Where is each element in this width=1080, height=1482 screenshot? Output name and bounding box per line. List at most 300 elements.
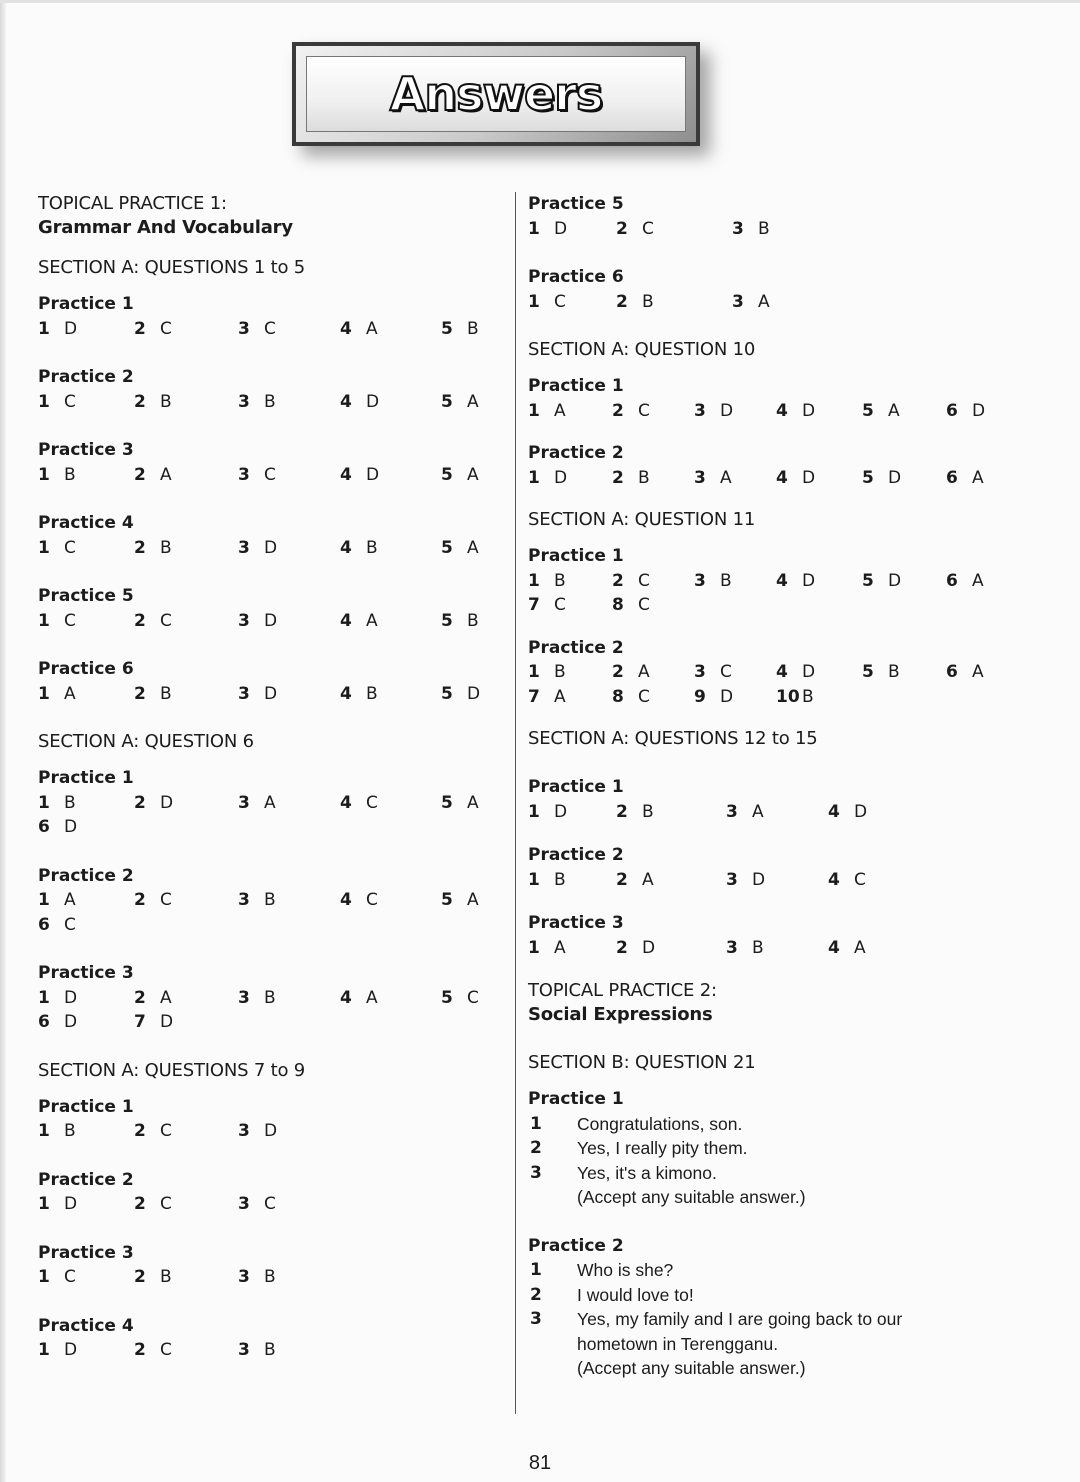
answer-letter: D	[264, 1121, 278, 1141]
answer-item	[946, 660, 984, 685]
answer-number: 2	[616, 801, 628, 822]
section-heading: SECTION A: QUESTIONS 1 to 5	[38, 257, 306, 278]
answer-item	[134, 463, 172, 488]
answer-letter: D	[888, 467, 902, 488]
answer-letter: A	[467, 391, 479, 412]
answer-item	[38, 815, 77, 840]
practice-block	[38, 365, 498, 414]
answer-row	[38, 1192, 498, 1217]
answer-letter: D	[642, 937, 656, 958]
answer-number: 2	[134, 792, 146, 813]
answer-number: 3	[238, 391, 250, 412]
practice-title: Practice 1	[528, 546, 624, 566]
answer-letter: A	[554, 400, 566, 421]
answer-row	[38, 815, 498, 840]
answer-number: 5	[441, 318, 453, 339]
practice-block	[528, 636, 1048, 710]
answer-row	[528, 399, 1048, 424]
answer-number: 4	[340, 792, 352, 813]
answer-item	[528, 660, 566, 685]
answer-letter: C	[160, 890, 172, 910]
answer-number: 1	[528, 218, 540, 239]
answer-number: 9	[694, 686, 706, 707]
answer-row	[528, 466, 1048, 491]
answer-item	[238, 791, 276, 816]
right-top-practices	[528, 192, 1048, 314]
answer-number: 4	[776, 570, 788, 591]
answer-item	[38, 390, 76, 415]
practice-title: Practice 6	[528, 267, 624, 287]
answer-letter: A	[467, 890, 479, 910]
answer-item	[694, 399, 733, 424]
answer-item	[528, 868, 566, 893]
answer-item	[134, 609, 172, 634]
answer-letter: B	[64, 1121, 76, 1141]
practice-title: Practice 1	[38, 294, 134, 314]
answer-row	[38, 791, 498, 816]
answer-number: 4	[340, 391, 352, 412]
section-heading: SECTION B: QUESTION 21	[528, 1052, 756, 1073]
answer-number: 2	[612, 662, 624, 682]
answer-letter: D	[752, 869, 766, 890]
answer-line	[528, 1136, 1048, 1161]
answer-number: 3	[732, 291, 744, 312]
answer-item	[441, 609, 479, 634]
answer-number: 2	[134, 890, 146, 910]
answer-letter: B	[467, 318, 479, 339]
answer-number: 4	[776, 662, 788, 682]
answer-number: 2	[134, 318, 146, 339]
answer-number: 1	[38, 391, 50, 412]
answer-number: 8	[612, 595, 624, 615]
answer-item	[238, 986, 276, 1011]
answer-number: 3	[694, 570, 706, 591]
answer-number: 4	[828, 869, 840, 890]
practice-block	[38, 961, 498, 1035]
answer-number: 3	[726, 869, 738, 890]
answer-letter: C	[64, 610, 76, 631]
answer-letter: D	[64, 1340, 78, 1360]
answer-letter: C	[554, 291, 566, 312]
section-heading: SECTION A: QUESTION 6	[38, 731, 254, 752]
answer-letter: D	[720, 400, 734, 421]
answer-letter: A	[752, 801, 764, 822]
answer-letter: C	[64, 537, 76, 558]
topic2-subtitle: Social Expressions	[528, 1004, 713, 1025]
answer-number: 2	[530, 1284, 542, 1305]
answer-row	[38, 1265, 498, 1290]
answer-number: 3	[238, 683, 250, 704]
topic-heading-2	[528, 979, 1048, 1027]
answer-letter: C	[638, 595, 650, 615]
answer-letter: B	[554, 570, 566, 591]
answer-item	[38, 463, 76, 488]
answer-letter: A	[160, 464, 172, 485]
practice-block	[38, 438, 498, 487]
answer-letter: C	[638, 400, 650, 421]
answer-line	[528, 1258, 1048, 1283]
answer-item	[694, 466, 732, 491]
answer-text: Yes, my family and I are going back to our	[577, 1309, 903, 1329]
page-edge	[0, 0, 6, 1482]
answer-item	[134, 682, 172, 707]
answer-number: 2	[134, 1267, 146, 1287]
answer-row	[38, 1119, 498, 1144]
answer-letter: B	[366, 537, 378, 558]
practice-title: Practice 1	[38, 1096, 134, 1117]
answer-number: 2	[134, 610, 146, 631]
answer-letter: B	[802, 686, 814, 707]
topic-heading-1	[38, 192, 498, 240]
answer-number: 5	[862, 570, 874, 591]
answer-letter: C	[64, 914, 76, 935]
practice-block	[38, 584, 498, 633]
answer-row	[528, 868, 1048, 893]
answer-letter: D	[64, 318, 78, 339]
answer-letter: A	[720, 467, 732, 488]
answer-number: 6	[38, 914, 50, 935]
answer-letter: D	[264, 610, 278, 631]
answer-item	[38, 888, 76, 913]
practice-title: Practice 4	[38, 1315, 134, 1336]
answer-item	[694, 685, 733, 710]
answer-item	[38, 536, 76, 561]
answer-text: Yes, it's a kimono.	[577, 1162, 717, 1183]
practice-block	[528, 192, 1048, 241]
answer-letter: A	[366, 610, 378, 631]
answer-item	[776, 569, 815, 594]
answer-letter: A	[366, 318, 378, 339]
page-edge-top	[0, 0, 1080, 3]
answer-item	[340, 317, 378, 342]
answer-number: 4	[340, 537, 352, 558]
answer-letter: D	[366, 464, 380, 485]
answer-item	[528, 290, 566, 315]
answer-item	[441, 888, 479, 913]
answer-item	[528, 593, 566, 618]
answer-item	[134, 1265, 172, 1290]
answer-number: 2	[134, 987, 146, 1008]
answer-letter: C	[366, 890, 378, 910]
answer-item	[612, 466, 650, 491]
section-heading: SECTION A: QUESTIONS 12 to 15	[528, 728, 818, 749]
answer-number: 3	[530, 1162, 542, 1183]
answer-line	[528, 1283, 1048, 1308]
practice-block	[38, 864, 498, 938]
answer-item	[238, 609, 277, 634]
answer-number: 3	[530, 1309, 542, 1329]
answer-number: 2	[134, 1194, 146, 1214]
answer-lines	[528, 1112, 1048, 1210]
answer-number: 5	[441, 792, 453, 813]
answer-text: Who is she?	[577, 1260, 674, 1280]
answer-letter: D	[160, 1012, 174, 1032]
answer-number: 1	[528, 801, 540, 822]
answer-number: 6	[946, 467, 958, 488]
answer-line	[528, 1185, 1048, 1210]
answer-number: 1	[38, 537, 50, 558]
answer-item	[441, 317, 479, 342]
answer-item	[616, 217, 654, 242]
answer-letter: D	[554, 218, 568, 239]
practice-title: Practice 4	[38, 513, 134, 533]
answer-letter: A	[972, 467, 984, 488]
answer-number: 3	[238, 318, 250, 339]
answer-letter: B	[160, 683, 172, 704]
practice-block	[38, 292, 498, 341]
answer-row	[528, 217, 1048, 242]
answer-item	[38, 986, 77, 1011]
answer-number: 5	[441, 987, 453, 1008]
answer-text: (Accept any suitable answer.)	[577, 1358, 806, 1378]
answer-letter: C	[638, 570, 650, 591]
answer-letter: D	[554, 801, 568, 822]
answer-number: 2	[616, 291, 628, 312]
answer-item	[776, 399, 815, 424]
answer-letter: A	[467, 792, 479, 813]
answer-item	[694, 660, 732, 685]
answer-number: 5	[862, 662, 874, 682]
answer-item	[862, 399, 900, 424]
page-title: Answers	[389, 67, 603, 121]
answer-letter: B	[264, 1340, 276, 1360]
answer-row	[528, 569, 1048, 594]
answer-item	[238, 317, 276, 342]
section-b-practices	[528, 1087, 1048, 1381]
answer-row	[38, 682, 498, 707]
answer-item	[726, 800, 764, 825]
answer-row	[38, 536, 498, 561]
answer-number: 4	[828, 937, 840, 958]
answer-number: 2	[134, 1340, 146, 1360]
answer-letter: B	[888, 662, 900, 682]
answer-item	[528, 399, 566, 424]
answer-letter: D	[64, 1194, 78, 1214]
answer-number: 5	[441, 610, 453, 631]
answer-number: 5	[862, 400, 874, 421]
answer-letter: C	[642, 218, 654, 239]
answer-item	[946, 466, 984, 491]
answer-number: 1	[528, 400, 540, 421]
section-heading: SECTION A: QUESTIONS 7 to 9	[38, 1059, 306, 1081]
answer-number: 5	[441, 464, 453, 485]
answer-letter: A	[366, 987, 378, 1008]
answer-number: 1	[530, 1260, 542, 1280]
answer-letter: C	[160, 1194, 172, 1214]
answer-row	[528, 800, 1048, 825]
answer-item	[862, 660, 900, 685]
answer-item	[528, 685, 566, 710]
right-column	[528, 192, 1048, 1405]
answer-letter: B	[264, 987, 276, 1008]
answer-item	[776, 466, 815, 491]
answer-number: 1	[38, 1267, 50, 1287]
answer-letter: D	[802, 570, 816, 591]
answer-number: 5	[441, 537, 453, 558]
answer-letter: C	[467, 987, 479, 1008]
answer-number: 3	[238, 1194, 250, 1214]
answer-number: 4	[828, 801, 840, 822]
answer-letter: B	[160, 1267, 172, 1287]
answer-number: 4	[340, 464, 352, 485]
answer-number: 3	[726, 801, 738, 822]
answer-text: (Accept any suitable answer.)	[577, 1187, 806, 1207]
answer-letter: D	[264, 537, 278, 558]
answer-item	[528, 936, 566, 961]
answer-number: 1	[530, 1113, 542, 1134]
answer-row	[528, 593, 1048, 618]
practice-title: Practice 2	[528, 845, 624, 865]
answer-item	[616, 868, 654, 893]
answer-number: 1	[528, 869, 540, 890]
answer-letter: D	[802, 662, 816, 682]
answer-text: Yes, I really pity them.	[577, 1138, 748, 1158]
answer-item	[134, 536, 172, 561]
practice-title: Practice 3	[38, 440, 134, 460]
answer-number: 6	[946, 570, 958, 591]
answer-row	[38, 317, 498, 342]
answer-letter: A	[888, 400, 900, 421]
answer-number: 1	[528, 662, 540, 682]
answer-item	[828, 868, 866, 893]
answer-item	[946, 399, 985, 424]
answer-text: Congratulations, son.	[577, 1113, 743, 1134]
practice-title: Practice 3	[38, 1242, 134, 1263]
answer-number: 2	[134, 391, 146, 412]
answer-item	[38, 1010, 77, 1035]
answer-line	[528, 1161, 1048, 1186]
answer-letter: D	[64, 987, 78, 1008]
practice-block	[38, 766, 498, 840]
answer-item	[134, 1119, 172, 1144]
practice-block	[528, 1087, 1048, 1210]
answer-number: 7	[528, 595, 540, 615]
practice-block	[528, 911, 1048, 960]
answer-number: 3	[238, 792, 250, 813]
section-heading: SECTION A: QUESTION 11	[528, 509, 756, 530]
answer-number: 3	[238, 610, 250, 631]
answer-number: 2	[612, 467, 624, 488]
answer-text: I would love to!	[577, 1284, 694, 1305]
answer-number: 7	[134, 1012, 146, 1032]
answer-number: 6	[946, 662, 958, 682]
practice-title: Practice 2	[528, 637, 624, 658]
answer-letter: A	[554, 686, 566, 707]
answer-item	[726, 868, 765, 893]
answer-letter: B	[366, 683, 378, 704]
topic-subtitle: Grammar And Vocabulary	[38, 217, 293, 238]
answer-number: 4	[340, 987, 352, 1008]
answer-number: 5	[862, 467, 874, 488]
right-sections	[528, 338, 1048, 960]
answer-item	[134, 1010, 173, 1035]
practice-title: Practice 5	[528, 194, 624, 214]
answer-item	[238, 682, 277, 707]
answer-line	[528, 1112, 1048, 1137]
answer-number: 1	[38, 1194, 50, 1214]
answer-item	[340, 986, 378, 1011]
answer-item	[238, 1192, 276, 1217]
answer-letter: D	[972, 400, 986, 421]
answer-item	[441, 986, 479, 1011]
practice-title: Practice 2	[528, 1235, 624, 1256]
answer-number: 4	[776, 400, 788, 421]
answer-letter: D	[64, 817, 78, 837]
answer-letter: B	[638, 467, 650, 488]
answer-item	[528, 466, 567, 491]
answer-row	[38, 986, 498, 1011]
answer-number: 3	[238, 890, 250, 910]
answer-row	[38, 1010, 498, 1035]
answer-letter: B	[467, 610, 479, 631]
answer-item	[340, 609, 378, 634]
answer-number: 1	[38, 792, 50, 813]
answer-item	[441, 463, 479, 488]
practice-title: Practice 1	[528, 777, 624, 797]
answer-letter: B	[264, 890, 276, 910]
answer-row	[528, 936, 1048, 961]
column-divider	[515, 192, 516, 1414]
answer-number: 3	[238, 1267, 250, 1287]
answer-number: 8	[612, 686, 624, 707]
answer-number: 4	[776, 467, 788, 488]
answer-number: 2	[134, 1121, 146, 1141]
practice-title: Practice 2	[38, 367, 134, 387]
answer-number: 3	[238, 987, 250, 1008]
answer-letter: C	[264, 464, 276, 485]
answer-number: 3	[694, 467, 706, 488]
answer-letter: C	[264, 318, 276, 339]
answer-letter: D	[854, 801, 868, 822]
left-sections	[38, 256, 498, 1363]
answer-row	[38, 913, 498, 938]
answer-number: 1	[38, 610, 50, 631]
section-heading: SECTION A: QUESTION 10	[528, 339, 756, 360]
answer-item	[528, 800, 567, 825]
answer-number: 6	[38, 817, 50, 837]
answer-number: 1	[38, 890, 50, 910]
answer-number: 1	[38, 318, 50, 339]
answer-letter: B	[720, 570, 732, 591]
answer-letter: B	[642, 801, 654, 822]
answer-number: 5	[441, 391, 453, 412]
answer-number: 1	[38, 464, 50, 485]
answer-item	[732, 217, 770, 242]
answer-item	[946, 569, 984, 594]
practice-block	[38, 1241, 498, 1290]
answer-text: hometown in Terengganu.	[577, 1333, 779, 1354]
answer-number: 3	[732, 218, 744, 239]
page-number: 81	[528, 1452, 552, 1474]
answer-letter: C	[160, 1340, 172, 1360]
answer-number: 3	[694, 662, 706, 682]
answer-item	[134, 986, 172, 1011]
answer-letter: B	[264, 1267, 276, 1287]
title-banner-inner	[306, 56, 686, 132]
practice-title: Practice 1	[528, 376, 624, 396]
answer-line	[528, 1356, 1048, 1381]
topic-title: TOPICAL PRACTICE 1:	[38, 193, 227, 214]
answer-letter: A	[854, 937, 866, 958]
answer-letter: C	[160, 1121, 172, 1141]
answer-letter: C	[366, 792, 378, 813]
answer-letter: A	[64, 683, 76, 704]
answer-lines	[528, 1258, 1048, 1381]
answer-item	[238, 390, 276, 415]
answer-letter: C	[638, 686, 650, 707]
answer-number: 2	[134, 683, 146, 704]
answer-number: 3	[238, 1340, 250, 1360]
